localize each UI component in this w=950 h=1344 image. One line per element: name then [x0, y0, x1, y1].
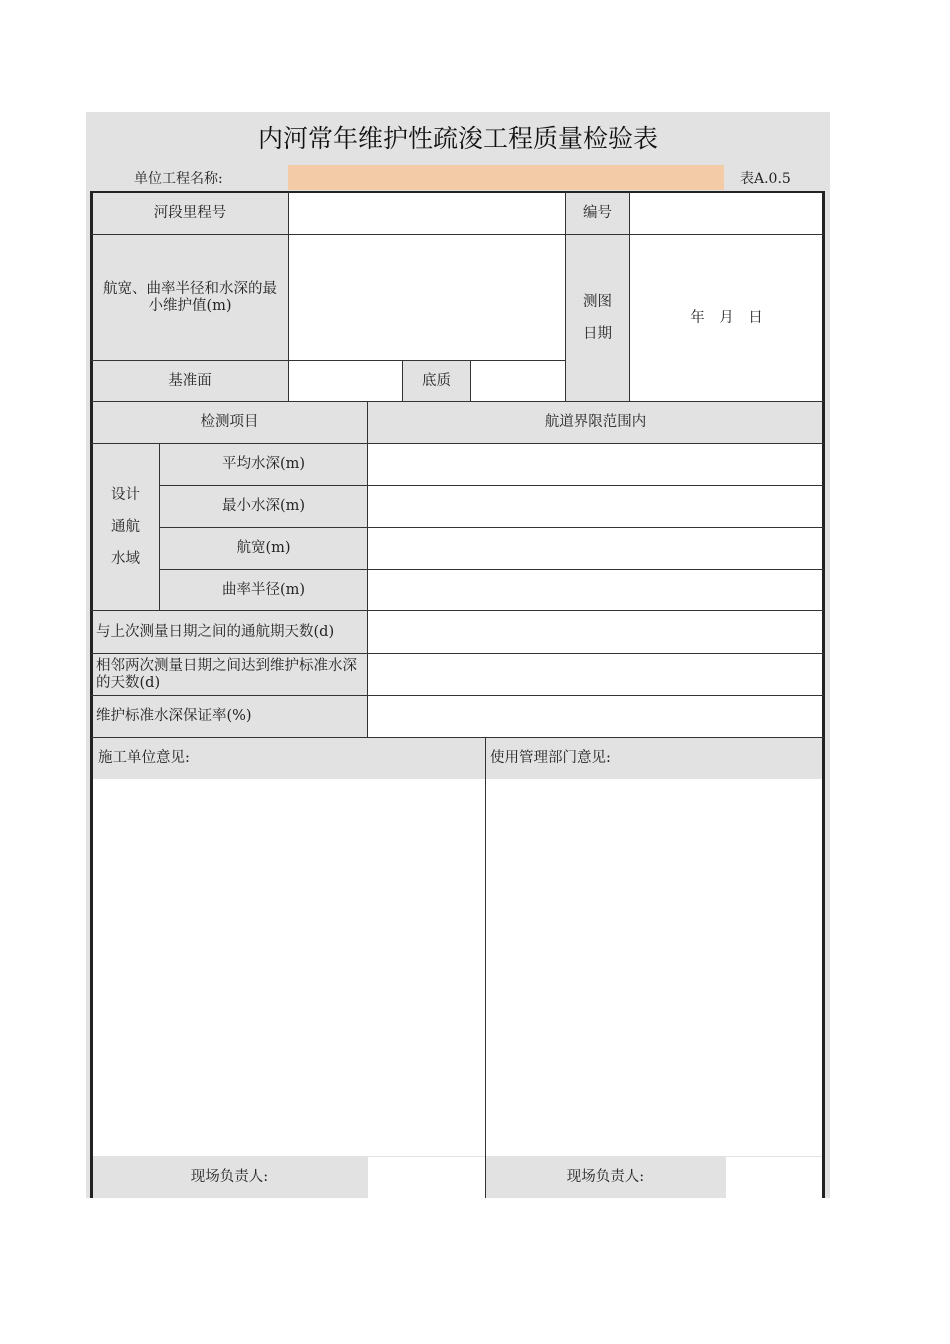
grid-line	[91, 737, 824, 738]
min-depth-field[interactable]	[368, 486, 823, 527]
unit-project-field[interactable]	[288, 165, 724, 190]
channel-limit-header: 航道界限范围内	[368, 402, 823, 443]
form-title: 内河常年维护性疏浚工程质量检验表	[257, 124, 658, 153]
contractor-person-label: 现场负责人:	[92, 1157, 367, 1198]
guarantee-field[interactable]	[368, 696, 823, 737]
contractor-opinion-field[interactable]	[92, 779, 485, 1156]
owner-opinion-label: 使用管理部门意见:	[486, 738, 823, 778]
width-field[interactable]	[368, 528, 823, 569]
grid-line	[91, 610, 824, 611]
grid-line	[159, 527, 824, 528]
contractor-opinion-label: 施工单位意见:	[92, 738, 485, 778]
grid-line	[288, 192, 289, 401]
section-mileage-field[interactable]	[289, 193, 565, 234]
min-maintenance-field[interactable]	[289, 235, 565, 360]
grid-line	[159, 569, 824, 570]
grid-line	[91, 443, 824, 444]
owner-person-label: 现场负责人:	[486, 1157, 725, 1198]
bottom-material-field[interactable]	[471, 361, 565, 401]
serial-field[interactable]	[630, 193, 823, 234]
contractor-person-field[interactable]	[368, 1157, 485, 1198]
avg-depth-label: 平均水深(m)	[160, 444, 367, 485]
nav-days-field[interactable]	[368, 611, 823, 653]
grid-line	[367, 401, 368, 737]
grid-line	[565, 192, 566, 401]
grid-line	[91, 401, 824, 402]
owner-opinion-field[interactable]	[486, 779, 823, 1156]
owner-person-field[interactable]	[726, 1157, 823, 1198]
grid-line	[470, 360, 471, 401]
grid-line	[91, 360, 565, 361]
bottom-material-label: 底质	[403, 361, 470, 401]
datum-label: 基准面	[92, 361, 288, 401]
std-days-field[interactable]	[368, 654, 823, 695]
grid-line	[402, 360, 403, 401]
unit-project-label: 单位工程名称:	[134, 171, 223, 187]
radius-label: 曲率半径(m)	[160, 570, 367, 610]
grid-line	[629, 192, 630, 401]
inspection-item-header: 检测项目	[92, 402, 367, 443]
table-top-border	[91, 191, 825, 193]
grid-line	[159, 443, 160, 610]
grid-line	[91, 653, 824, 654]
grid-line	[159, 485, 824, 486]
min-maintenance-label: 航宽、曲率半径和水深的最小维护值(m)	[92, 235, 288, 360]
nav-days-label: 与上次测量日期之间的通航期天数(d)	[92, 611, 367, 653]
std-days-label: 相邻两次测量日期之间达到维护标准水深的天数(d)	[92, 654, 367, 695]
avg-depth-field[interactable]	[368, 444, 823, 485]
min-depth-label: 最小水深(m)	[160, 486, 367, 527]
datum-field[interactable]	[289, 361, 402, 401]
grid-line	[485, 737, 486, 1198]
guarantee-label: 维护标准水深保证率(%)	[92, 696, 367, 737]
design-area-label: 设计通航水域	[92, 444, 159, 610]
radius-field[interactable]	[368, 570, 823, 610]
serial-label: 编号	[566, 193, 629, 234]
survey-date-label: 测图日期	[566, 235, 629, 401]
grid-line	[91, 234, 824, 235]
survey-date-field[interactable]: 年 月 日	[630, 235, 823, 401]
section-mileage-label: 河段里程号	[92, 193, 288, 234]
grid-line	[91, 695, 824, 696]
form-code: 表A.0.5	[740, 171, 791, 187]
width-label: 航宽(m)	[160, 528, 367, 569]
